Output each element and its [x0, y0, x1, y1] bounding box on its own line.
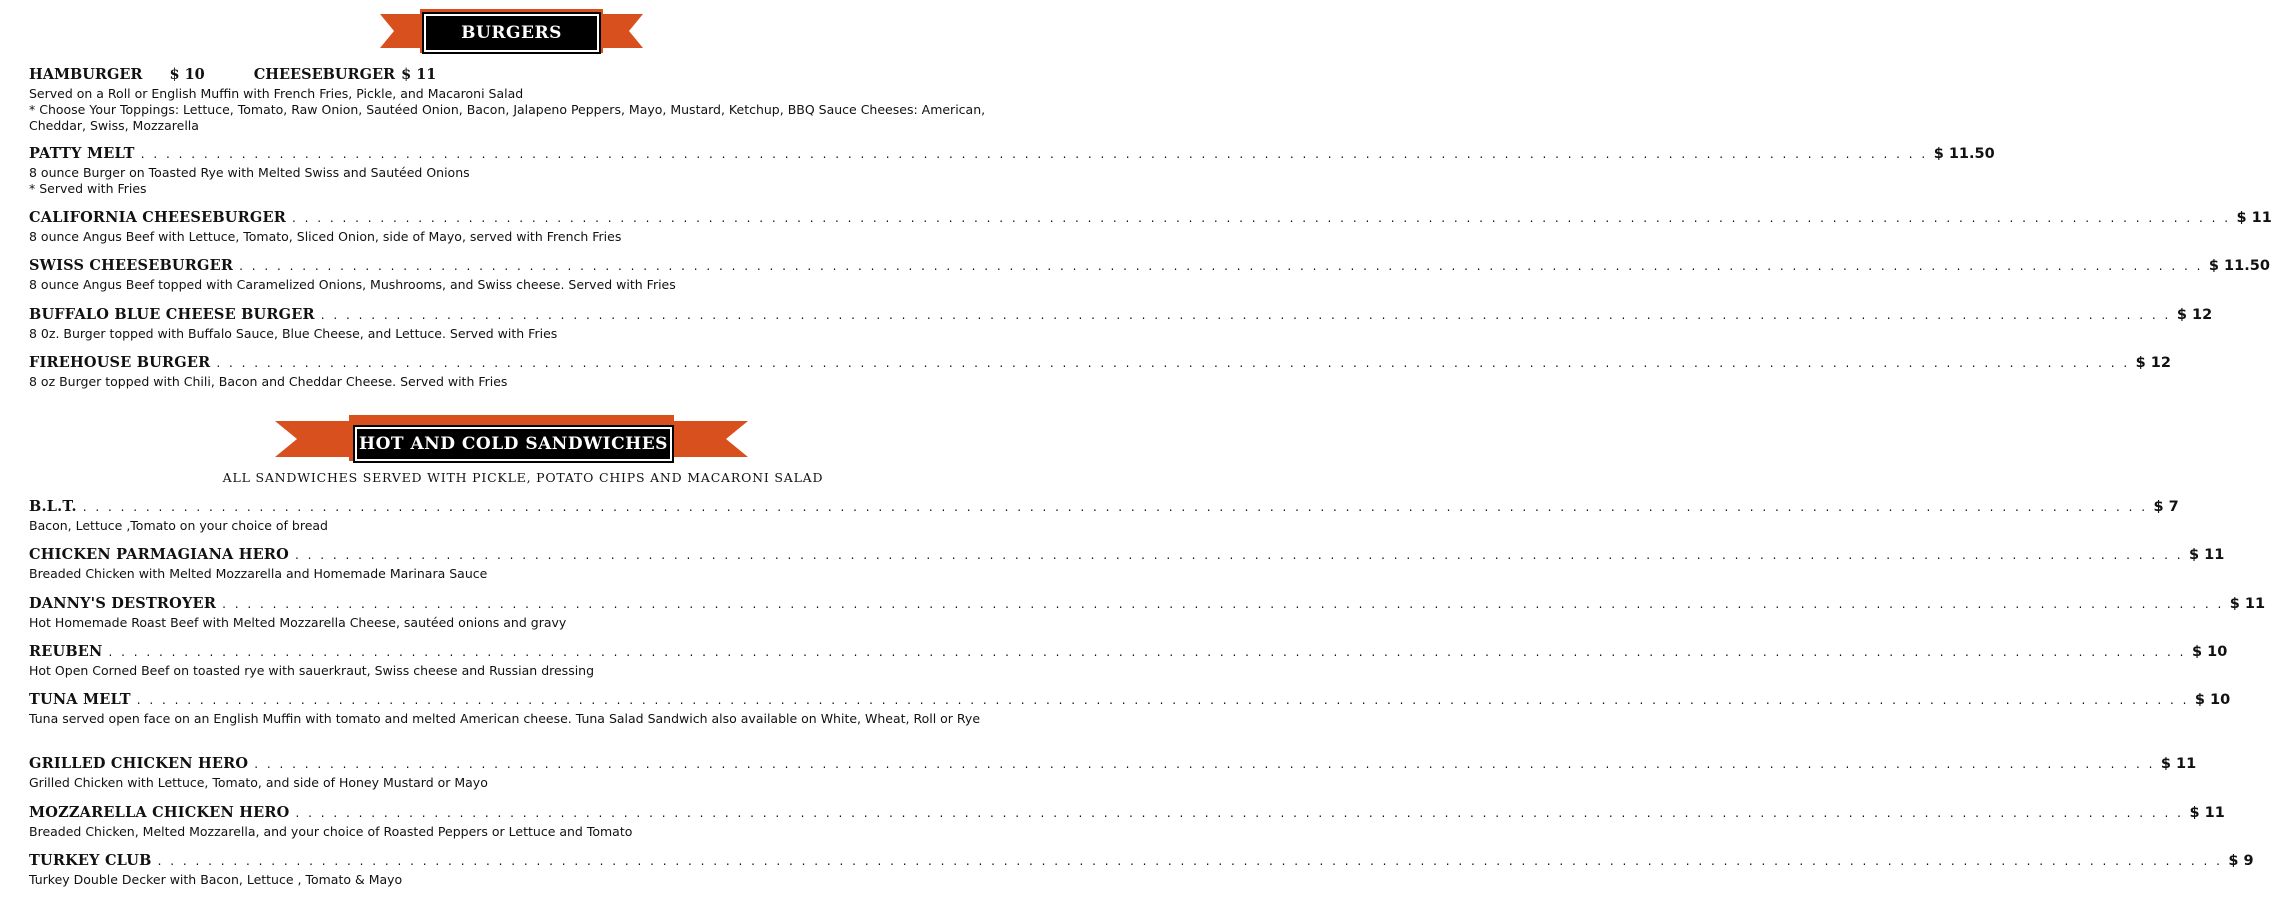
- dot-leader: . . . . . . . . . . . . . . . . . . . . . . . . . . . . . . . . . . . . . . . . . . . . . . . . . . . . . . . . . . . . . . . . . . . . . . . . . . . . . . . . . . . . . . . . . . . . . . . . . . . . . . . . . . . . . . . . . . . . . . . . . . . . . . . . . . . . . . . . . . . . . . . . . . . . . .: [294, 548, 2184, 562]
- item-name: DANNY'S DESTROYER: [29, 595, 217, 612]
- item-description: Breaded Chicken with Melted Mozzarella and Homemade Marinara Sauce: [29, 566, 488, 581]
- item-price: $ 11: [2189, 805, 2225, 821]
- menu-item: [29, 257, 2270, 293]
- hamburger-row: [29, 66, 436, 83]
- item-name: FIREHOUSE BURGER: [29, 354, 211, 371]
- menu-item: [29, 498, 2179, 534]
- menu-item: [29, 145, 1995, 197]
- item-name: TUNA MELT: [29, 691, 131, 708]
- menu-item: [29, 595, 2266, 631]
- item-description: 8 oz Burger topped with Chili, Bacon and Cheddar Cheese. Served with Fries: [29, 374, 508, 389]
- item-description: Hot Homemade Roast Beef with Melted Mozzarella Cheese, sautéed onions and gravy: [29, 615, 567, 630]
- menu-item: [29, 643, 2228, 679]
- item-price: $ 11: [2236, 210, 2272, 226]
- item-price: $ 9: [2228, 853, 2254, 869]
- burgers-banner: [380, 6, 643, 58]
- item-description: 8 ounce Burger on Toasted Rye with Melted Swiss and Sautéed Onions: [29, 165, 470, 180]
- item-name: BUFFALO BLUE CHEESE BURGER: [29, 306, 315, 323]
- item-description: Tuna served open face on an English Muffin with tomato and melted American cheese. Tuna Salad Sandwich also available on White, Wheat, Roll or Rye: [29, 711, 981, 726]
- item-price: $ 11: [2189, 547, 2225, 563]
- dot-leader: . . . . . . . . . . . . . . . . . . . . . . . . . . . . . . . . . . . . . . . . . . . . . . . . . . . . . . . . . . . . . . . . . . . . . . . . . . . . . . . . . . . . . . . . . . . . . . . . . . . . . . . . . . . . . . . . . . . . . . . . . . . . . . . . . . . . . . . . . . . . . . . . . . . . . . . . . . . .: [239, 259, 2203, 273]
- item-description: 8 ounce Angus Beef with Lettuce, Tomato, Sliced Onion, side of Mayo, served with French Fries: [29, 229, 622, 244]
- sandwiches-title: HOT AND COLD SANDWICHES: [355, 427, 672, 461]
- item-description: Breaded Chicken, Melted Mozzarella, and your choice of Roasted Peppers or Lettuce and Tomato: [29, 824, 633, 839]
- item-name: CALIFORNIA CHEESEBURGER: [29, 209, 286, 226]
- hamburger-description: Served on a Roll or English Muffin with French Fries, Pickle, and Macaroni Salad: [29, 86, 524, 101]
- sandwiches-subtitle: ALL SANDWICHES SERVED WITH PICKLE, POTATO CHIPS AND MACARONI SALAD: [222, 470, 824, 485]
- toppings-description: * Choose Your Toppings: Lettuce, Tomato, Raw Onion, Sautéed Onion, Bacon, Jalapeno Peppers, Mayo, Mustard, Ketchup, BBQ Sauce Cheeses: American, Cheddar, Swiss, Mozzarella: [29, 102, 986, 133]
- item-price: $ 12: [2135, 355, 2171, 371]
- dot-leader: . . . . . . . . . . . . . . . . . . . . . . . . . . . . . . . . . . . . . . . . . . . . . . . . . . . . . . . . . . . . . . . . . . . . . . . . . . . . . . . . . . . . . . . . . . . . . . . . . . . . . . . . . . . . . . . . . . . . . . . . . . . . . . . . . . . . . . . . . . . . . . . . . . . . . .: [295, 806, 2184, 820]
- item-price: $ 11.50: [2208, 258, 2270, 274]
- dot-leader: . . . . . . . . . . . . . . . . . . . . . . . . . . . . . . . . . . . . . . . . . . . . . . . . . . . . . . . . . . . . . . . . . . . . . . . . . . . . . . . . . . . . . . . . . . . . . . . . . . . . . . . . . . . . . . . . . . . . . . . . . . . . . . . . . . . . . . . . . . . . . . . . . . . . . . . . . . . . . . . . . . . .: [82, 500, 2148, 514]
- item-price: $ 11: [2229, 596, 2266, 612]
- menu-item: [29, 755, 2197, 791]
- item-name: B.L.T.: [29, 498, 77, 515]
- menu-item: [29, 804, 2225, 840]
- menu-item: [29, 209, 2272, 245]
- dot-leader: . . . . . . . . . . . . . . . . . . . . . . . . . . . . . . . . . . . . . . . . . . . . . . . . . . . . . . . . . . . . . . . . . . . . . . . . . . . . . . . . . . . . . . . . . . . . . . . . . . . . . . . . . . . . . . . . . . . . . . . . . . . . . . . . . . . . . . . . . . . . . . . . . . . . . . . . . . . . . . . . . . . . .: [108, 645, 2186, 659]
- item-name: GRILLED CHICKEN HERO: [29, 755, 249, 772]
- menu-item: [29, 691, 2231, 727]
- menu-item: [29, 546, 2225, 582]
- item-price: $ 7: [2153, 499, 2179, 515]
- item-name: SWISS CHEESEBURGER: [29, 257, 234, 274]
- item-description: Hot Open Corned Beef on toasted rye with sauerkraut, Swiss cheese and Russian dressing: [29, 663, 595, 678]
- item-description: Bacon, Lettuce ,Tomato on your choice of bread: [29, 518, 328, 533]
- dot-leader: . . . . . . . . . . . . . . . . . . . . . . . . . . . . . . . . . . . . . . . . . . . . . . . . . . . . . . . . . . . . . . . . . . . . . . . . . . . . . . . . . . . . . . . . . . . . . . . . . . . . . . . . . . . . . . . . . . . . . . . . . . . . . . . . . . . . . . . . . . . . . . . . . . . . . . . .: [216, 356, 2130, 370]
- dot-leader: . . . . . . . . . . . . . . . . . . . . . . . . . . . . . . . . . . . . . . . . . . . . . . . . . . . . . . . . . . . . . . . . . . . . . . . . . . . . . . . . . . . . . . . . . . . . . . . . . . . . . . . . . . . . . . . . . . . . . . . . . . . . . . . . . . . . . . . . . . . . . . . . . . . . . . . . . . . . . . . . . . .: [136, 693, 2189, 707]
- dot-leader: . . . . . . . . . . . . . . . . . . . . . . . . . . . . . . . . . . . . . . . . . . . . . . . . . . . . . . . . . . . . . . . . . . . . . . . . . . . . . . . . . . . . . . . . . . . . . . . . . . . . . . . . . . . . . . . . . . . . . . . . . . . . . . . . . . . . . . . . . . . . . . . . . . . . . . .: [254, 757, 2155, 771]
- item-price: $ 11: [2160, 756, 2197, 772]
- item-name: TURKEY CLUB: [29, 852, 152, 869]
- item-price: $ 11.50: [1933, 146, 1995, 162]
- hamburger-name: HAMBURGER: [29, 66, 143, 83]
- dot-leader: . . . . . . . . . . . . . . . . . . . . . . . . . . . . . . . . . . . . . . . . . . . . . . . . . . . . . . . . . . . . . . . . . . . . . . . . . . . . . . . . . . . . . . . . . . . . . . . . . . . . . . . . . . . . . . . . . . . . . . . . . . . . . . . . . . . . . . . . . . . . . . . . . . . . . . . . . . . . . . . . . . . .: [157, 854, 2223, 868]
- menu-item: [29, 852, 2254, 888]
- dot-leader: . . . . . . . . . . . . . . . . . . . . . . . . . . . . . . . . . . . . . . . . . . . . . . . . . . . . . . . . . . . . . . . . . . . . . . . . . . . . . . . . . . . . . . . . . . . . . . . . . . . . . . . . . . . . . . . . . . . . . . . . . . . . . . . . . . . . . . . . . . . . . . . . . . .: [320, 308, 2171, 322]
- item-name: REUBEN: [29, 643, 103, 660]
- item-note: * Served with Fries: [29, 181, 147, 196]
- menu-item: [29, 306, 2213, 342]
- dot-leader: . . . . . . . . . . . . . . . . . . . . . . . . . . . . . . . . . . . . . . . . . . . . . . . . . . . . . . . . . . . . . . . . . . . . . . . . . . . . . . . . . . . . . . . . . . . . . . . . . . . . . . . . . . . . . . . . . . . . . . . . . . . . . . . . . . . . . . . . . . . . . . . . . . . . . . . . . .: [291, 211, 2231, 225]
- cheeseburger-name: CHEESEBURGER: [253, 66, 396, 83]
- item-name: PATTY MELT: [29, 145, 135, 162]
- dot-leader: . . . . . . . . . . . . . . . . . . . . . . . . . . . . . . . . . . . . . . . . . . . . . . . . . . . . . . . . . . . . . . . . . . . . . . . . . . . . . . . . . . . . . . . . . . . . . . . . . . . . . . . . . . . . . . . . . . . . . . . . . . . . . . . . . . . . . . . . . . . . . .: [140, 147, 1928, 161]
- burgers-title: BURGERS: [424, 14, 599, 52]
- menu-item: [29, 354, 2171, 390]
- item-name: MOZZARELLA CHICKEN HERO: [29, 804, 290, 821]
- item-price: $ 12: [2176, 307, 2213, 323]
- cheeseburger-price: $ 11: [401, 66, 437, 83]
- item-description: 8 ounce Angus Beef topped with Caramelized Onions, Mushrooms, and Swiss cheese. Served with Fries: [29, 277, 676, 292]
- item-name: CHICKEN PARMAGIANA HERO: [29, 546, 289, 563]
- item-description: 8 0z. Burger topped with Buffalo Sauce, Blue Cheese, and Lettuce. Served with Fries: [29, 326, 558, 341]
- item-description: Turkey Double Decker with Bacon, Lettuce , Tomato & Mayo: [29, 872, 403, 887]
- dot-leader: . . . . . . . . . . . . . . . . . . . . . . . . . . . . . . . . . . . . . . . . . . . . . . . . . . . . . . . . . . . . . . . . . . . . . . . . . . . . . . . . . . . . . . . . . . . . . . . . . . . . . . . . . . . . . . . . . . . . . . . . . . . . . . . . . . . . . . . . . . . . . . . . . . . . . . . . . . . . . . .: [222, 597, 2224, 611]
- item-price: $ 10: [2191, 644, 2228, 660]
- hamburger-price: $ 10: [169, 66, 205, 83]
- sandwiches-banner: [275, 413, 748, 466]
- item-description: Grilled Chicken with Lettuce, Tomato, and side of Honey Mustard or Mayo: [29, 775, 488, 790]
- item-price: $ 10: [2194, 692, 2231, 708]
